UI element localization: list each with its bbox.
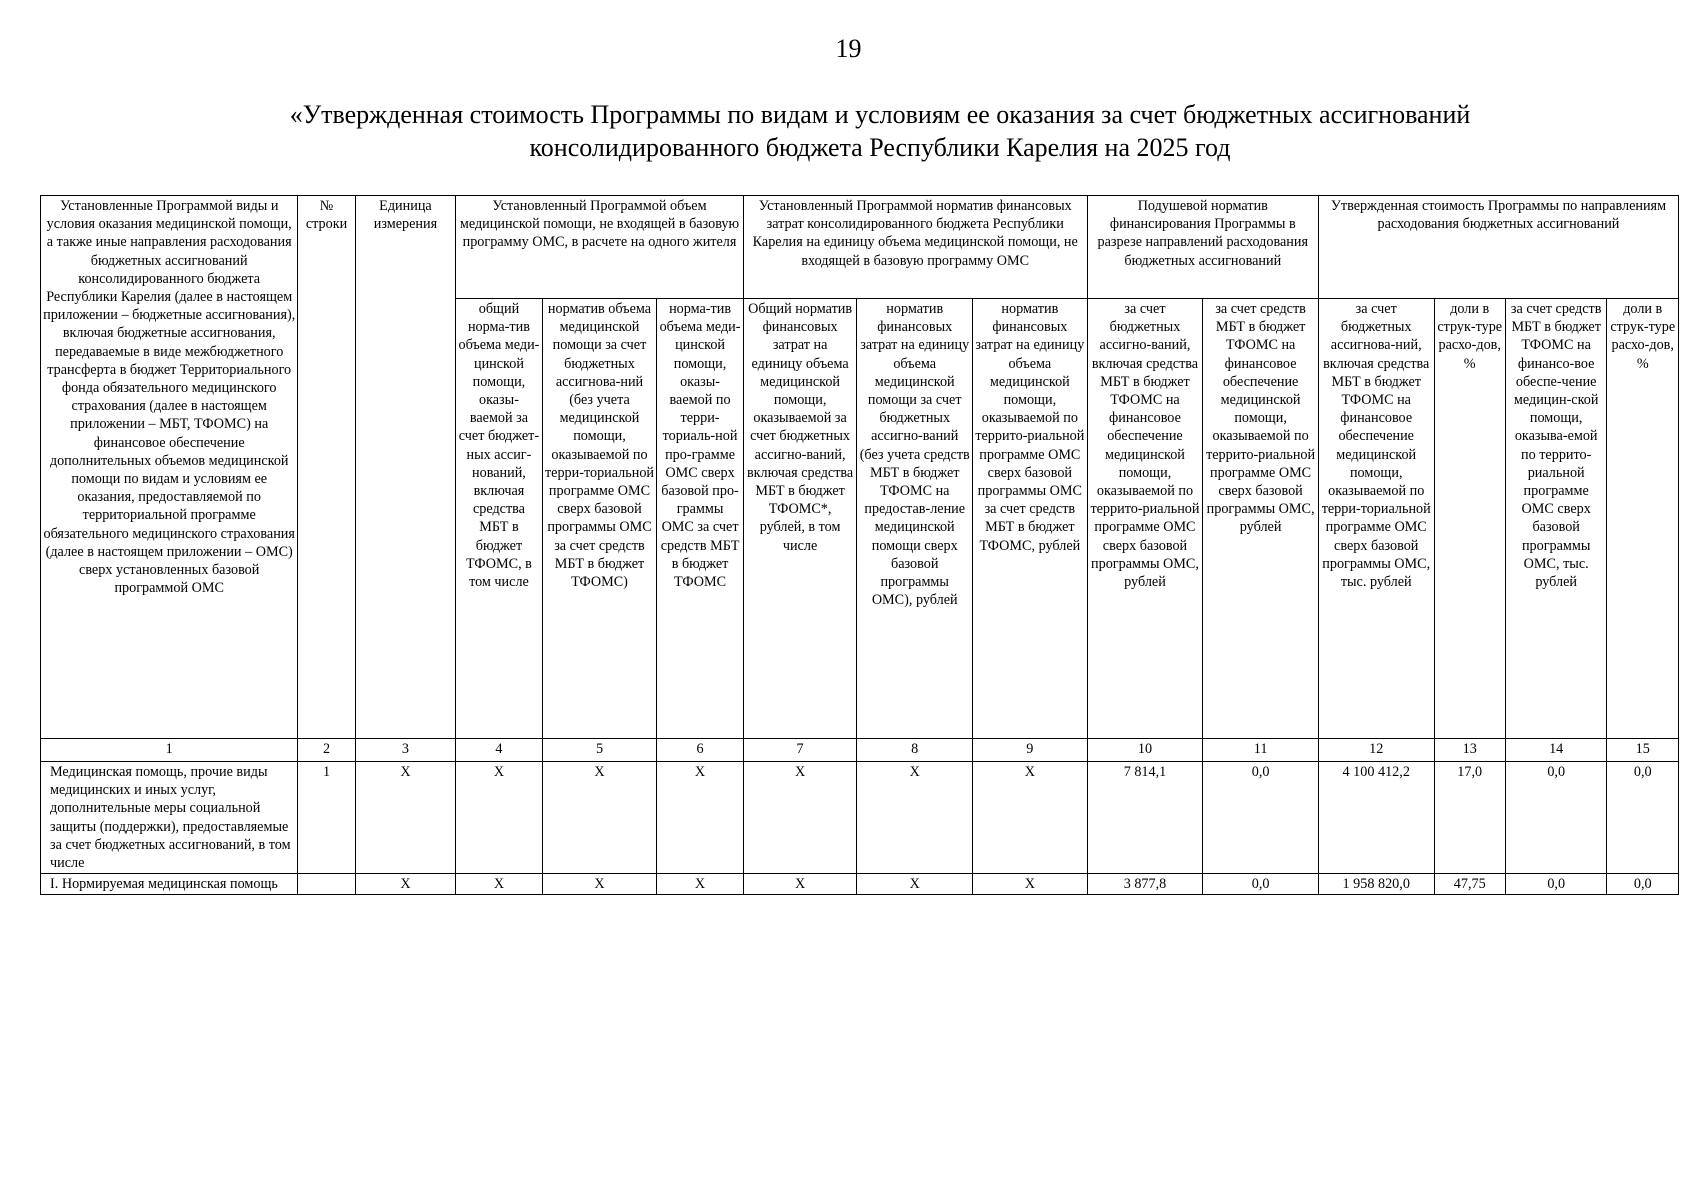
sub-header-col-11: за счет средств МБТ в бюджет ТФОМС на финансовое обеспечение медицинской помощи, оказываемой по террито-риальной программе ОМС сверх базовой программы ОМС, рублей: [1203, 299, 1319, 739]
header-cell-col-2: № строки: [298, 196, 355, 739]
table-cell: 0,0: [1203, 762, 1319, 874]
sub-header-col-12: за счет бюджетных ассигнова-ний, включая средства МБТ в бюджет ТФОМС на финансовое обеспечение медицинской помощи, оказываемой по терри-ториальной программе ОМС сверх базовой программы ОМС, тыс. рублей: [1318, 299, 1434, 739]
column-number: 5: [542, 739, 657, 762]
table-cell: X: [857, 874, 973, 895]
document-title: [120, 98, 1640, 164]
table-cell: X: [743, 874, 857, 895]
table-cell: 0,0: [1505, 762, 1607, 874]
column-number: 15: [1607, 739, 1679, 762]
column-number: 3: [355, 739, 456, 762]
group-header-per-capita: Подушевой норматив финансирования Программы в разрезе направлений расходования бюджетных ассигнований: [1087, 196, 1318, 299]
sub-header-col-5: норматив объема медицинской помощи за счет бюджетных ассигнова-ний (без учета медицинской помощи, оказываемой по терри-ториальной программе ОМС сверх базовой программы ОМС за счет средств МБТ в бюджет ТФОМС): [542, 299, 657, 739]
row-number-cell: 1: [298, 762, 355, 874]
table-cell: X: [657, 762, 744, 874]
page-number: 19: [835, 34, 862, 63]
table-cell: 47,75: [1434, 874, 1505, 895]
table-cell: X: [355, 874, 456, 895]
column-number: 13: [1434, 739, 1505, 762]
table-cell: X: [355, 762, 456, 874]
cost-table: [40, 195, 1679, 895]
column-number: 12: [1318, 739, 1434, 762]
sub-header-col-6: норма-тив объема меди-цинской помощи, оказы-ваемой по терри-ториаль-ной про-грамме ОМС сверх базовой про-граммы ОМС за счет средств МБТ в бюджет ТФОМС: [657, 299, 744, 739]
column-number-row: [41, 739, 1679, 762]
column-number: 1: [41, 739, 298, 762]
row-label: Медицинская помощь, прочие виды медицинских и иных услуг, дополнительные меры социальной защиты (поддержки), предоставляемые за счет бюджетных ассигнований, в том числе: [41, 762, 298, 874]
table-cell: 17,0: [1434, 762, 1505, 874]
table-header-group-row: [41, 196, 1679, 299]
table-cell: 0,0: [1607, 762, 1679, 874]
table-cell: 0,0: [1607, 874, 1679, 895]
column-number: 14: [1505, 739, 1607, 762]
table-cell: X: [542, 762, 657, 874]
sub-header-col-7: Общий норматив финансовых затрат на единицу объема медицинской помощи, оказываемой за счет бюджетных ассигно-ваний, включая средства МБТ в бюджет ТФОМС*, рублей, в том числе: [743, 299, 857, 739]
table-cell: 0,0: [1203, 874, 1319, 895]
sub-header-col-8: норматив финансовых затрат на единицу объема медицинской помощи за счет бюджетных ассигно-ваний (без учета средств МБТ в бюджет ТФОМС на предостав-ление медицинской помощи сверх базовой программы ОМС), рублей: [857, 299, 973, 739]
sub-header-col-9: норматив финансовых затрат на единицу объема медицинской помощи, оказываемой по террито-риальной программе ОМС сверх базовой программы ОМС за счет средств МБТ в бюджет ТФОМС, рублей: [973, 299, 1088, 739]
table-cell: X: [456, 762, 542, 874]
sub-header-col-4: общий норма-тив объема меди-цинской помощи, оказы-ваемой за счет бюджет-ных ассиг-нований, включая средства МБТ в бюджет ТФОМС, в том числе: [456, 299, 542, 739]
table-cell: 0,0: [1505, 874, 1607, 895]
table-cell: X: [456, 874, 542, 895]
column-number: 7: [743, 739, 857, 762]
group-header-approved-cost: Утвержденная стоимость Программы по направлениям расходования бюджетных ассигнований: [1318, 196, 1678, 299]
sub-header-col-13: доли в струк-туре расхо-дов, %: [1434, 299, 1505, 739]
table-cell: X: [973, 762, 1088, 874]
row-number-cell: [298, 874, 355, 895]
title-line-1: «Утвержденная стоимость Программы по видам и условиям ее оказания за счет бюджетных ассигнований: [289, 100, 1471, 129]
column-number: 8: [857, 739, 973, 762]
header-cell-col-1: Установленные Программой виды и условия оказания медицинской помощи, а также иные направления расходования бюджетных ассигнований консолидированного бюджета Республики Карелия (далее в настоящем приложении – бюджетные ассигнования), включая бюджетные ассигнования, передаваемые в виде межбюджетного трансферта в бюджет Территориального фонда обязательного медицинского страхования (далее в настоящем приложении – МБТ, ТФОМС) на финансовое обеспечение дополнительных объемов медицинской помощи по видам и условиям ее оказания, предоставляемой по территориальной программе обязательного медицинского страхования (далее в настоящем приложении – ОМС) сверх установленных базовой программой ОМС: [41, 196, 298, 739]
column-number: 11: [1203, 739, 1319, 762]
table-cell: X: [857, 762, 973, 874]
sub-header-col-10: за счет бюджетных ассигно-ваний, включая средства МБТ в бюджет ТФОМС на финансовое обеспечение медицинской помощи, оказываемой по террито-риальной программе ОМС сверх базовой программы ОМС, рублей: [1087, 299, 1203, 739]
table-cell: 1 958 820,0: [1318, 874, 1434, 895]
column-number: 6: [657, 739, 744, 762]
table-cell: 4 100 412,2: [1318, 762, 1434, 874]
group-header-cost-norm: Установленный Программой норматив финансовых затрат консолидированного бюджета Республики Карелия на единицу объема медицинской помощи, не входящей в базовую программу ОМС: [743, 196, 1087, 299]
sub-header-col-15: доли в струк-туре расхо-дов, %: [1607, 299, 1679, 739]
column-number: 4: [456, 739, 542, 762]
table-row: [41, 762, 1679, 874]
table-cell: X: [542, 874, 657, 895]
column-number: 2: [298, 739, 355, 762]
table-cell: 7 814,1: [1087, 762, 1203, 874]
row-label: I. Нормируемая медицинская помощь: [41, 874, 298, 895]
table-cell: X: [743, 762, 857, 874]
sub-header-col-14: за счет средств МБТ в бюджет ТФОМС на финансо-вое обеспе-чение медицин-ской помощи, оказыва-емой по террито-риальной программе ОМС сверх базовой программы ОМС, тыс. рублей: [1505, 299, 1607, 739]
table-cell: 3 877,8: [1087, 874, 1203, 895]
table-row: [41, 874, 1679, 895]
table-cell: X: [973, 874, 1088, 895]
group-header-volume: Установленный Программой объем медицинской помощи, не входящей в базовую программу ОМС, в расчете на одного жителя: [456, 196, 744, 299]
header-cell-col-3: Единица измерения: [355, 196, 456, 739]
title-line-2: консолидированного бюджета Республики Карелия на 2025 год: [529, 133, 1231, 162]
column-number: 10: [1087, 739, 1203, 762]
column-number: 9: [973, 739, 1088, 762]
cost-table-container: [40, 195, 1679, 895]
table-cell: X: [657, 874, 744, 895]
